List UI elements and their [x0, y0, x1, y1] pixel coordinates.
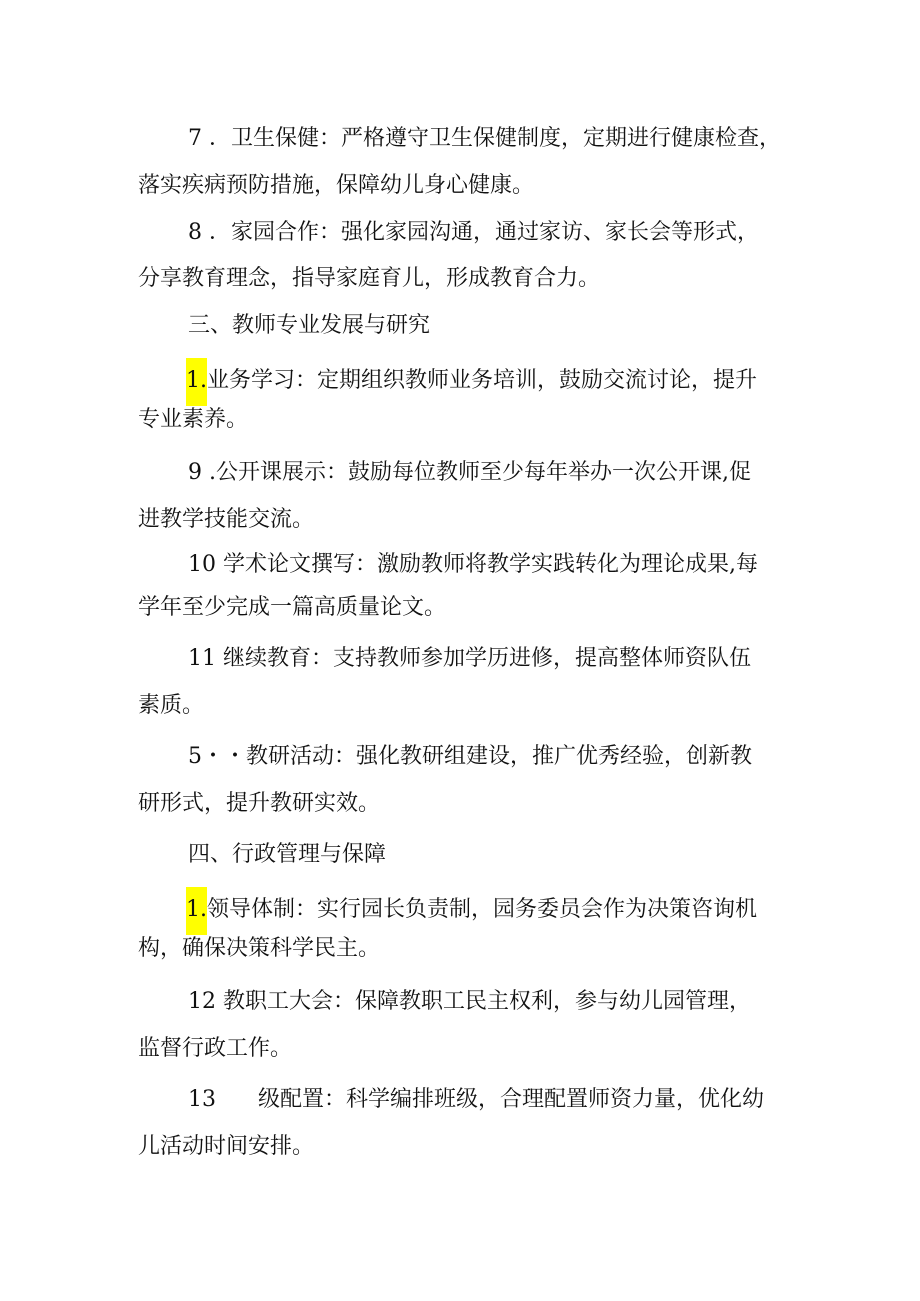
item-separator [216, 552, 223, 577]
highlighted-number: 1. [186, 887, 207, 935]
paragraph-10-line-1 [0, 550, 920, 580]
paragraph-13-line-1 [0, 1085, 920, 1115]
paragraph-leadership-line-2: 构，确保决策科学民主。 [138, 936, 381, 961]
paragraph-5-line-2: 研形式，提升教研实效。 [138, 791, 381, 816]
item-separator [216, 989, 223, 1014]
paragraph-leadership-line-1 [0, 887, 920, 935]
item-separator [216, 646, 223, 671]
item-text: 继续教育：支持教师参加学历进修，提高整体师资队伍 [223, 646, 752, 671]
item-number: 9 [188, 460, 202, 485]
item-separator: ． [202, 220, 231, 245]
paragraph-7-line-2: 落实疾病预防措施，保障幼儿身心健康。 [138, 173, 535, 198]
item-number: 13 [188, 1087, 216, 1112]
section-heading-4: 四、行政管理与保障 [188, 842, 387, 867]
paragraph-5-line-1 [0, 742, 920, 772]
paragraph-9-line-1 [0, 458, 920, 488]
paragraph-7-line-1 [0, 124, 920, 154]
section-heading-3: 三、教师专业发展与研究 [188, 313, 431, 338]
paragraph-study-line-2: 专业素养。 [138, 407, 249, 432]
highlighted-number: 1. [186, 358, 207, 406]
paragraph-11-line-1 [0, 644, 920, 674]
item-text: 公开课展示：鼓励每位教师至少每年举办一次公开课,促 [216, 460, 751, 485]
paragraph-12-line-1 [0, 987, 920, 1017]
item-number: 7 [188, 126, 202, 151]
paragraph-12-line-2: 监督行政工作。 [138, 1036, 293, 1061]
paragraph-8-line-1 [0, 218, 920, 248]
paragraph-13-line-2: 儿活动时间安排。 [138, 1134, 315, 1159]
item-number: 12 [188, 989, 216, 1014]
paragraph-9-line-2: 进教学技能交流。 [138, 507, 315, 532]
item-text: 教研活动：强化教研组建设，推广优秀经验，创新教 [246, 744, 753, 769]
item-text: 级配置：科学编排班级，合理配置师资力量，优化幼 [257, 1087, 764, 1112]
item-text: 学术论文撰写：激励教师将教学实践转化为理论成果,每 [223, 552, 758, 577]
item-text: 领导体制：实行园长负责制，园务委员会作为决策咨询机 [207, 897, 758, 922]
item-separator: . [202, 460, 216, 485]
paragraph-study-line-1 [0, 358, 920, 406]
paragraph-11-line-2: 素质。 [138, 693, 205, 718]
item-text: 卫生保健：严格遵守卫生保健制度，定期进行健康检查， [231, 126, 782, 151]
item-text: 家园合作：强化家园沟通，通过家访、家长会等形式， [231, 220, 760, 245]
item-separator [216, 1087, 258, 1112]
item-number: 8 [188, 220, 202, 245]
item-separator: ． [202, 126, 231, 151]
item-number: 5 [188, 744, 202, 769]
item-number: 10 [188, 552, 216, 577]
paragraph-8-line-2: 分享教育理念，指导家庭育儿，形成教育合力。 [138, 266, 601, 291]
paragraph-10-line-2: 学年至少完成一篇高质量论文。 [138, 595, 447, 620]
item-text: 业务学习：定期组织教师业务培训，鼓励交流讨论，提升 [207, 368, 758, 393]
item-text: 教职工大会：保障教职工民主权利，参与幼儿园管理， [223, 989, 752, 1014]
item-separator: ・・ [202, 744, 247, 769]
item-number: 11 [188, 646, 216, 671]
